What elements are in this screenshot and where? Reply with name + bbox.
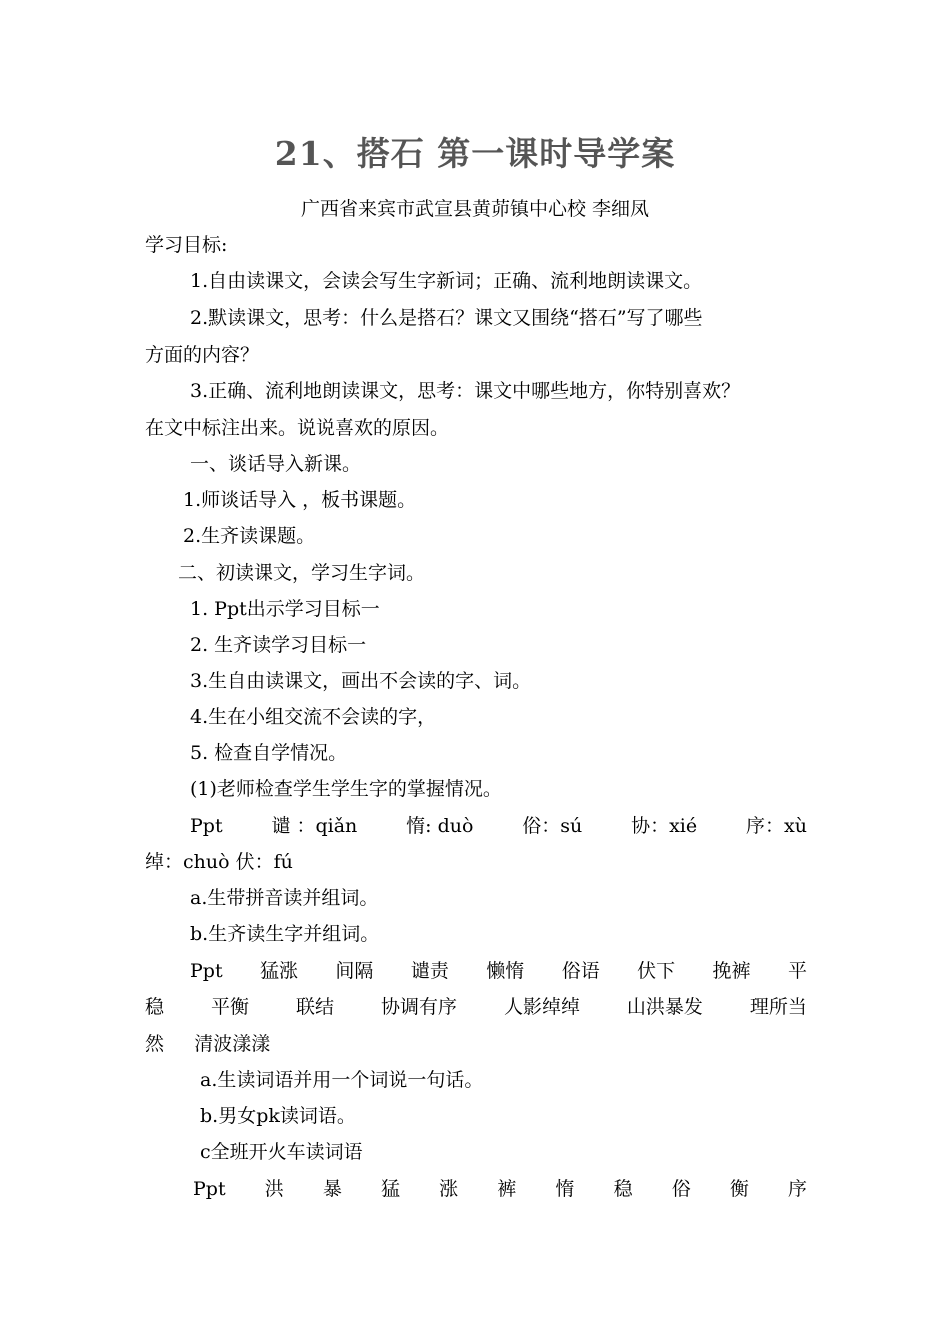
document-title: 21、搭石 第一课时导学案 [274, 134, 676, 173]
words-row-2 [145, 994, 807, 1020]
pinyin-row-2: 绰：chuò 伏：fú [145, 851, 293, 873]
pinyin-row [190, 813, 807, 839]
word-item: 间隔 [335, 960, 374, 982]
pinyin-item: 惰: duò [406, 815, 474, 837]
goal-1: 1.自由读课文，会读会写生字新词；正确、流利地朗读课文。 [190, 270, 703, 292]
word-item: 协调有序 [380, 996, 457, 1018]
words-row-3: 然 清波漾漾 [145, 1033, 271, 1055]
char-item: 暴 [322, 1178, 342, 1200]
char-item: 序 [787, 1178, 807, 1200]
goal-3-line-1: 3.正确、流利地朗读课文，思考：课文中哪些地方，你特别喜欢？ [190, 380, 741, 402]
char-item: 猛 [381, 1178, 401, 1200]
word-item: 俗语 [561, 960, 600, 982]
word-item: 平 [787, 960, 807, 982]
goal-3-line-2: 在文中标注出来。说说喜欢的原因。 [145, 417, 450, 439]
section-2-item-4: 4.生在小组交流不会读的字， [190, 706, 437, 728]
char-item: 衡 [729, 1178, 749, 1200]
char-item: 惰 [555, 1178, 575, 1200]
section-1-item-2: 2.生齐读课题。 [183, 525, 316, 547]
chars-row [193, 1176, 807, 1202]
word-item: 人影绰绰 [503, 996, 580, 1018]
word-item: 理所当 [749, 996, 807, 1018]
section-1-item-1: 1.师谈话导入 ，板书课题。 [183, 489, 417, 511]
pinyin-item: 协：xié [631, 815, 698, 837]
author-line: 广西省来宾市武宣县黄茆镇中心校 李细凤 [300, 198, 650, 220]
section-2-item-3: 3.生自由读课文，画出不会读的字、词。 [190, 670, 532, 692]
word-item: 懒惰 [486, 960, 525, 982]
word-item: 猛涨 [260, 960, 299, 982]
pinyin-item: 序：xù [745, 815, 807, 837]
char-item: 洪 [264, 1178, 284, 1200]
pinyin-step-b: b.生齐读生字并组词。 [190, 923, 380, 945]
pinyin-item: Ppt [190, 815, 223, 837]
pinyin-step-a: a.生带拼音读并组词。 [190, 887, 379, 909]
words-row-1 [190, 958, 807, 984]
section-2-item-2: 2. 生齐读学习目标一 [190, 634, 367, 656]
word-item: 联结 [295, 996, 334, 1018]
goal-2-line-1: 2.默读课文，思考：什么是搭石？课文又围绕“搭石”写了哪些 [190, 307, 703, 329]
word-item: Ppt [190, 960, 223, 982]
word-item: 谴责 [410, 960, 449, 982]
words-step-b: b.男女pk读词语。 [200, 1105, 356, 1127]
words-step-a: a.生读词语并用一个词说一句话。 [200, 1069, 484, 1091]
char-item: 俗 [671, 1178, 691, 1200]
word-item: 挽裤 [712, 960, 751, 982]
words-step-c: c全班开火车读词语 [200, 1141, 363, 1163]
section-2-item-5: 5. 检查自学情况。 [190, 742, 348, 764]
word-item: 稳 [145, 996, 165, 1018]
char-item: Ppt [193, 1178, 226, 1200]
word-item: 平衡 [210, 996, 249, 1018]
word-item: 山洪暴发 [626, 996, 703, 1018]
word-item: 伏下 [637, 960, 676, 982]
char-item: 涨 [439, 1178, 459, 1200]
section-2-heading: 二、初读课文，学习生字词。 [178, 562, 426, 584]
check-step-1: (1)老师检查学生学生字的掌握情况。 [190, 778, 502, 800]
char-item: 裤 [497, 1178, 517, 1200]
pinyin-item: 俗：sú [522, 815, 583, 837]
goal-2-line-2: 方面的内容？ [145, 344, 260, 366]
section-2-item-1: 1. Ppt出示学习目标一 [190, 598, 380, 620]
pinyin-item: 谴 ：qiǎn [271, 815, 358, 837]
char-item: 稳 [613, 1178, 633, 1200]
goals-heading: 学习目标: [145, 234, 228, 256]
section-1-heading: 一、谈话导入新课。 [190, 453, 362, 475]
